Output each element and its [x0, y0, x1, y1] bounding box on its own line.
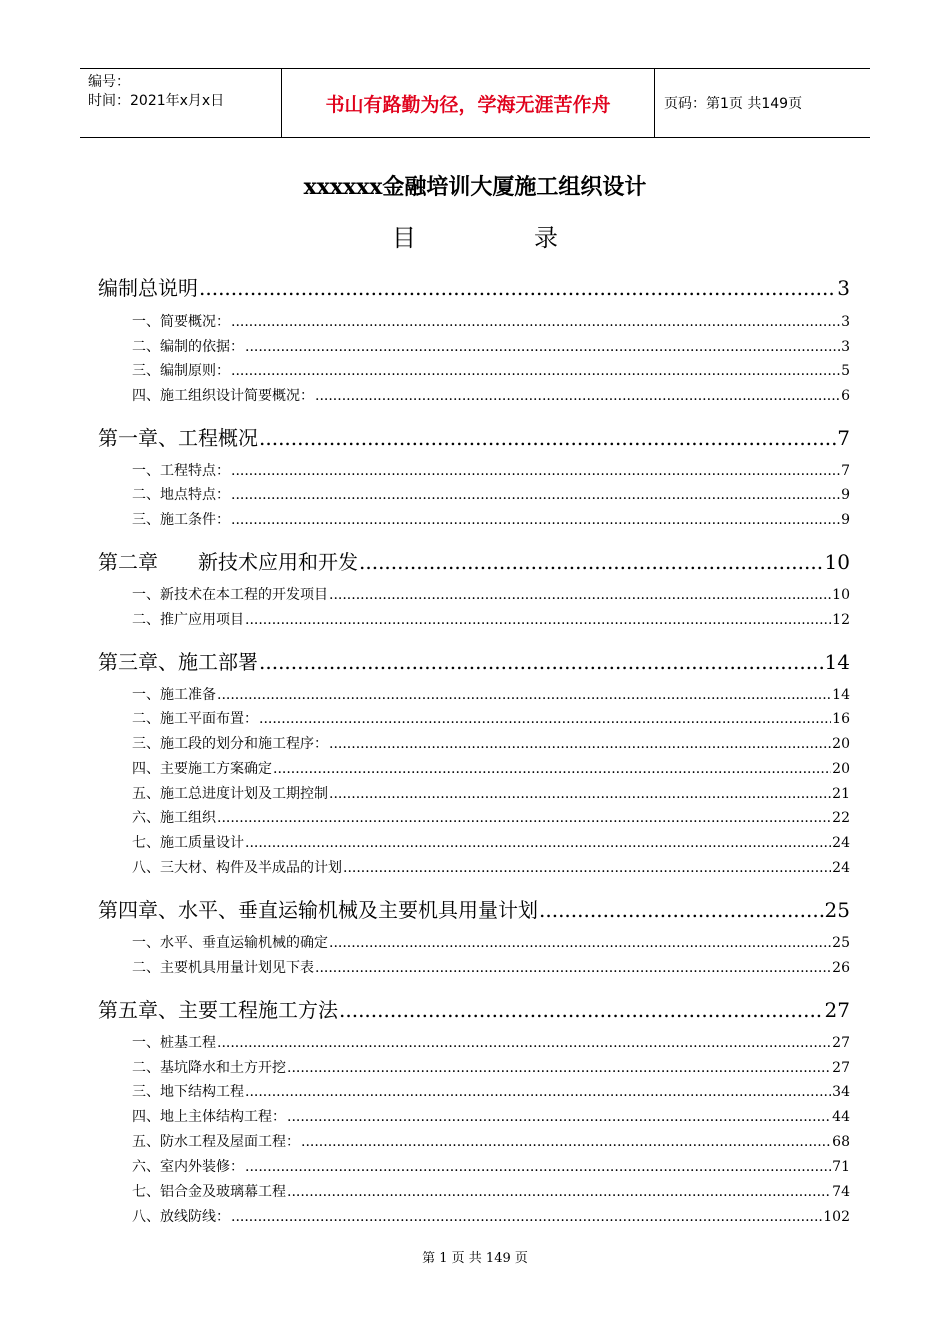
toc-leader-dots	[315, 960, 831, 976]
toc-entry-label: 第五章、主要工程施工方法	[98, 998, 338, 1022]
toc-leader-dots	[301, 1134, 831, 1150]
toc-entry-label: 五、施工总进度计划及工期控制	[132, 786, 328, 802]
toc-entry-page: 16	[832, 711, 850, 727]
toc-entry-label: 四、施工组织设计简要概况：	[132, 388, 314, 404]
document-time-label: 时间：2021年x月x日	[88, 93, 225, 109]
toc-entry-label: 编制总说明	[98, 276, 198, 300]
toc-entry-label: 一、桩基工程	[132, 1035, 216, 1051]
toc-leader-dots	[231, 512, 840, 528]
toc-section-entry[interactable]	[98, 509, 850, 529]
toc-section-entry[interactable]	[98, 1057, 850, 1077]
toc-entry-page: 14	[824, 650, 850, 674]
toc-leader-dots	[273, 761, 831, 777]
toc-entry-label: 第一章、工程概况	[98, 426, 258, 450]
toc-section-entry[interactable]	[98, 311, 850, 331]
toc-leader-dots	[245, 1084, 831, 1100]
toc-entry-label: 二、主要机具用量计划见下表	[132, 960, 314, 976]
toc-entry-page: 3	[841, 314, 850, 330]
toc-section-entry[interactable]	[98, 932, 850, 952]
document-number-label: 编号：	[88, 74, 130, 90]
toc-section-entry[interactable]	[98, 807, 850, 827]
header-motto: 书山有路勤为径，学海无涯苦作舟	[281, 69, 655, 137]
toc-entry-label: 第四章、水平、垂直运输机械及主要机具用量计划	[98, 898, 538, 922]
toc-entry-label: 四、主要施工方案确定	[132, 761, 272, 777]
toc-entry-label: 一、施工准备	[132, 687, 216, 703]
toc-entry-page: 10	[832, 587, 850, 603]
toc-section-entry[interactable]	[98, 1181, 850, 1201]
toc-section-entry[interactable]	[98, 484, 850, 504]
toc-heading	[0, 218, 950, 253]
toc-entry-page: 3	[837, 276, 850, 300]
toc-leader-dots	[259, 711, 831, 727]
toc-entry-page: 44	[832, 1109, 850, 1125]
toc-entry-page: 24	[832, 835, 850, 851]
toc-entry-page: 9	[841, 487, 850, 503]
toc-leader-dots	[231, 487, 840, 503]
toc-section-entry[interactable]	[98, 336, 850, 356]
toc-entry-label: 二、推广应用项目	[132, 612, 244, 628]
header-meta	[80, 69, 281, 137]
toc-section-entry[interactable]	[98, 832, 850, 852]
toc-section-entry[interactable]	[98, 1206, 850, 1226]
toc-entry-label: 一、简要概况：	[132, 314, 230, 330]
toc-entry-label: 四、地上主体结构工程：	[132, 1109, 286, 1125]
toc-entry-label: 八、三大材、构件及半成品的计划	[132, 860, 342, 876]
toc-entry-page: 27	[824, 998, 850, 1022]
toc-entry-label: 五、防水工程及屋面工程：	[132, 1134, 300, 1150]
toc-leader-dots	[199, 276, 836, 300]
toc-leader-dots	[539, 898, 824, 922]
toc-section-entry[interactable]	[98, 758, 850, 778]
toc-leader-dots	[259, 426, 836, 450]
toc-leader-dots	[245, 339, 840, 355]
toc-entry-page: 25	[832, 935, 850, 951]
toc-section-entry[interactable]	[98, 360, 850, 380]
toc-entry-label: 三、施工条件：	[132, 512, 230, 528]
toc-section-entry[interactable]	[98, 460, 850, 480]
toc-leader-dots	[329, 587, 831, 603]
toc-entry-label: 一、工程特点：	[132, 463, 230, 479]
toc-leader-dots	[245, 1159, 831, 1175]
toc-section-entry[interactable]	[98, 609, 850, 629]
toc-entry-page: 14	[832, 687, 850, 703]
toc-heading-part-2: 录	[534, 224, 558, 252]
toc-entry-label: 一、新技术在本工程的开发项目	[132, 587, 328, 603]
toc-entry-page: 9	[841, 512, 850, 528]
toc-section-entry[interactable]	[98, 385, 850, 405]
toc-leader-dots	[359, 550, 824, 574]
toc-leader-dots	[217, 687, 831, 703]
toc-section-entry[interactable]	[98, 584, 850, 604]
toc-entry-label: 三、地下结构工程	[132, 1084, 244, 1100]
toc-section-entry[interactable]	[98, 1156, 850, 1176]
toc-chapter-entry[interactable]	[98, 894, 850, 923]
toc-entry-label: 二、编制的依据：	[132, 339, 244, 355]
toc-heading-part-1: 目	[392, 224, 416, 252]
toc-leader-dots	[329, 786, 831, 802]
toc-leader-dots	[245, 612, 831, 628]
toc-entry-page: 24	[832, 860, 850, 876]
toc-entry-label: 六、施工组织	[132, 810, 216, 826]
toc-leader-dots	[217, 810, 831, 826]
toc-leader-dots	[231, 363, 840, 379]
toc-chapter-entry[interactable]	[98, 422, 850, 451]
toc-entry-page: 34	[832, 1084, 850, 1100]
toc-section-entry[interactable]	[98, 1106, 850, 1126]
toc-entry-label: 三、编制原则：	[132, 363, 230, 379]
toc-leader-dots	[217, 1035, 831, 1051]
toc-entry-label: 八、放线防线：	[132, 1209, 230, 1225]
toc-leader-dots	[329, 736, 831, 752]
toc-entry-label: 第三章、施工部署	[98, 650, 258, 674]
toc-entry-page: 21	[832, 786, 850, 802]
toc-entry-label: 七、施工质量设计	[132, 835, 244, 851]
toc-entry-label: 二、施工平面布置：	[132, 711, 258, 727]
toc-leader-dots	[231, 463, 840, 479]
toc-entry-page: 6	[841, 388, 850, 404]
toc-section-entry[interactable]	[98, 783, 850, 803]
toc-leader-dots	[343, 860, 831, 876]
toc-section-entry[interactable]	[98, 1081, 850, 1101]
toc-entry-label: 二、地点特点：	[132, 487, 230, 503]
toc-entry-page: 10	[824, 550, 850, 574]
toc-leader-dots	[315, 388, 840, 404]
toc-section-entry[interactable]	[98, 733, 850, 753]
toc-chapter-entry[interactable]	[98, 646, 850, 675]
toc-section-entry[interactable]	[98, 684, 850, 704]
toc-entry-page: 5	[841, 363, 850, 379]
toc-entry-page: 3	[841, 339, 850, 355]
toc-section-entry[interactable]	[98, 857, 850, 877]
toc-entry-page: 25	[824, 898, 850, 922]
toc-chapter-entry[interactable]	[98, 546, 850, 575]
toc-section-entry[interactable]	[98, 708, 850, 728]
toc-entry-page: 27	[832, 1035, 850, 1051]
toc-leader-dots	[245, 835, 831, 851]
toc-entry-page: 12	[832, 612, 850, 628]
toc-section-entry[interactable]	[98, 1032, 850, 1052]
toc-entry-page: 102	[823, 1209, 850, 1225]
toc-leader-dots	[287, 1060, 831, 1076]
toc-entry-label: 七、铝合金及玻璃幕工程	[132, 1184, 286, 1200]
toc-entry-page: 20	[832, 761, 850, 777]
toc-leader-dots	[287, 1184, 831, 1200]
toc-entry-page: 22	[832, 810, 850, 826]
toc-entry-page: 26	[832, 960, 850, 976]
toc-entry-label: 六、室内外装修：	[132, 1159, 244, 1175]
toc-entry-page: 27	[832, 1060, 850, 1076]
toc-section-entry[interactable]	[98, 957, 850, 977]
toc-entry-label: 一、水平、垂直运输机械的确定	[132, 935, 328, 951]
toc-entry-page: 7	[841, 463, 850, 479]
toc-entry-label: 第二章 新技术应用和开发	[98, 550, 358, 574]
toc-leader-dots	[287, 1109, 831, 1125]
toc-entry-page: 20	[832, 736, 850, 752]
toc-leader-dots	[231, 314, 840, 330]
toc-leader-dots	[259, 650, 824, 674]
document-title: xxxxxx金融培训大厦施工组织设计	[303, 174, 647, 200]
toc-leader-dots	[231, 1209, 822, 1225]
page-footer: 第 1 页 共 149 页	[422, 1251, 528, 1266]
toc-entry-page: 68	[832, 1134, 850, 1150]
toc-entry-label: 二、基坑降水和土方开挖	[132, 1060, 286, 1076]
page-header	[80, 68, 870, 138]
toc-leader-dots	[329, 935, 831, 951]
toc-chapter-entry[interactable]	[98, 272, 850, 301]
toc-entry-page: 74	[832, 1184, 850, 1200]
toc-chapter-entry[interactable]	[98, 994, 850, 1023]
header-page-info: 页码：第1页 共149页	[664, 96, 803, 112]
toc-entry-label: 三、施工段的划分和施工程序：	[132, 736, 328, 752]
toc-section-entry[interactable]	[98, 1131, 850, 1151]
toc-entry-page: 71	[832, 1159, 850, 1175]
toc-entry-page: 7	[837, 426, 850, 450]
toc-leader-dots	[339, 998, 824, 1022]
